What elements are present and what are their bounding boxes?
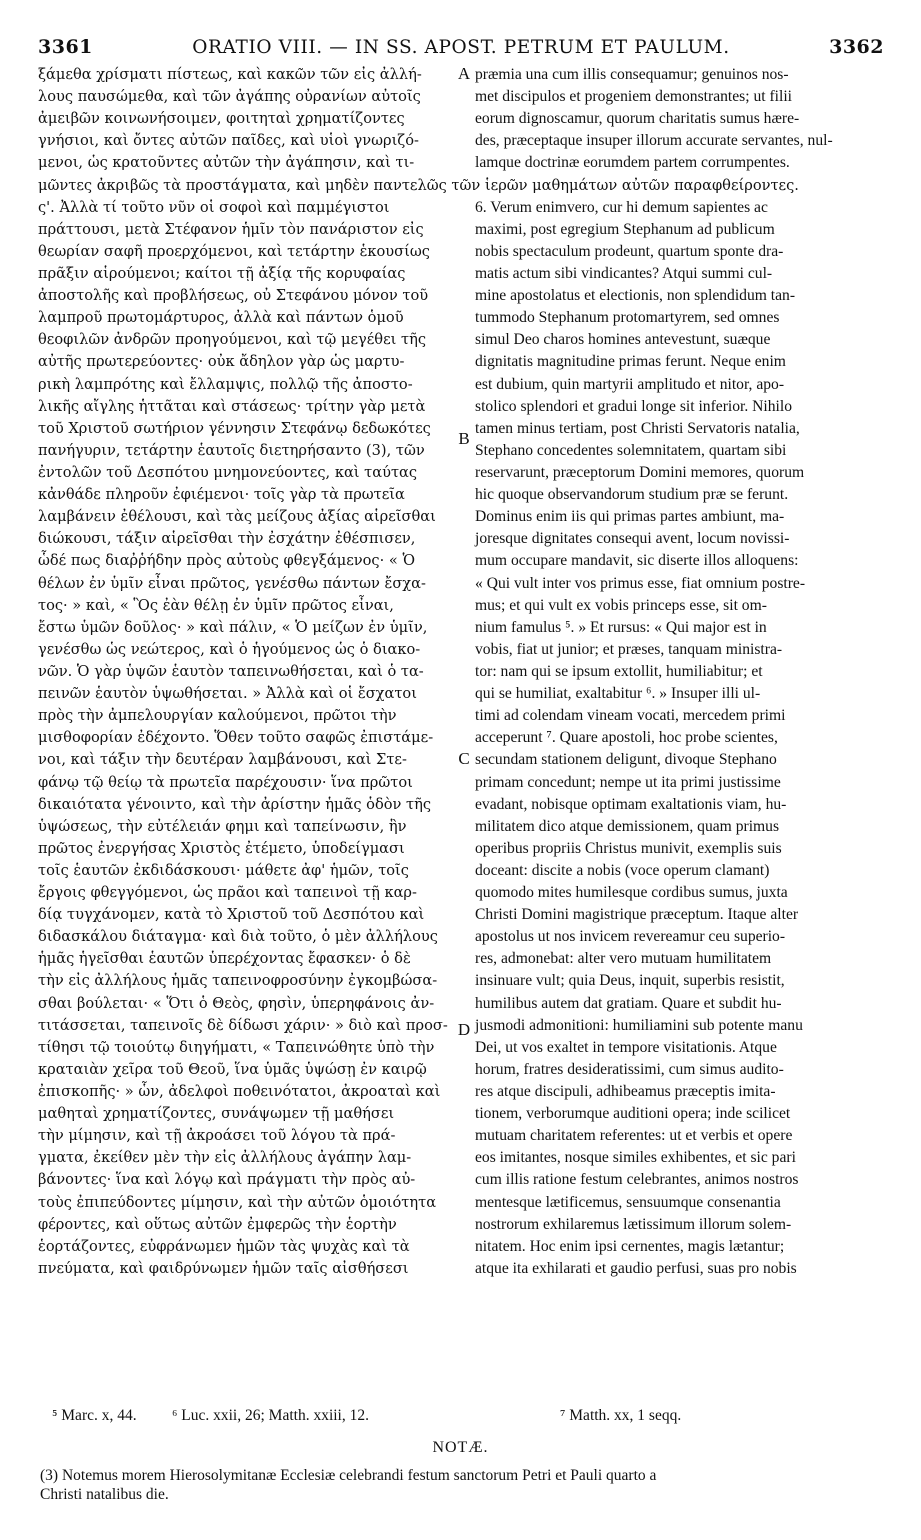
greek-text-line: ξάμεθα χρίσματι πίστεως, καὶ κακῶν τῶν εἰς ἀλλή- [38,66,422,83]
greek-text-line: κραταιὰν χεῖρα τοῦ Θεοῦ, ἵνα ὑμᾶς ὑψώσῃ ἐν καιρῷ [38,1060,427,1078]
greek-text-line: θεωρίαν σαφῆ προερχόμενοι, καὶ τετάρτην ἑκουσίως [38,242,430,260]
latin-text-line: tionem, verborumque auditioni opera; inde scilicet [475,1105,791,1123]
latin-text-line: tor: nam qui se ipsum extollit, humiliabitur; et [475,662,763,680]
greek-text-line: γματα, ἐκείθεν μὲν τὴν εἰς ἀλλήλους ἀγάπην λαμ- [38,1149,412,1167]
latin-text-line: Dei, ut vos exaltet in tempore visitationis. Atque [475,1038,777,1056]
latin-text-line: tummodo Stephanum protomartyrem, sed omnes [475,309,780,327]
column-marker-d: D [457,1020,471,1039]
latin-text-line: maximi, post egregium Stephanum ad publicum [475,220,775,238]
greek-text-line: δίᾳ τυγχάνομεν, κατὰ τὸ Χριστοῦ τοῦ Δεσπότου καὶ [38,906,425,924]
greek-text-line: πράττουσι, μετὰ Στέφανον ἡμῖν τὸν πανάριστον εἰς [38,220,424,238]
latin-text-line: nium famulus ⁵. » Et rursus: « Qui major est in [475,618,767,636]
latin-text-line: apostolus ut nos invicem revereamur ceu superio- [475,928,786,946]
latin-text-line [475,175,893,197]
latin-text-line: nitatem. Hoc enim ipsi cernentes, magis lætantur; [475,1237,785,1255]
greek-text-line: τος· » καὶ, « Ὃς ἐὰν θέλῃ ἐν ὑμῖν πρῶτος εἶναι, [38,596,394,614]
greek-text-line: τὴν εἰς ἀλλήλους ἡμᾶς ταπεινοφροσύνην ἐγκομβώσα- [38,972,438,990]
greek-text-line: μισθοφορίαν ἐδέχοντο. Ὅθεν τοῦτο σαφῶς ἐπιστάμε- [38,729,434,747]
latin-text-line: mus; et qui vult ex vobis princeps esse, sit om- [475,596,767,614]
footnote-6: ⁶ Luc. xxii, 26; Matth. xxiii, 12. [172,1407,369,1424]
greek-text-line: τοὺς ἐπιπεύδοντες μίμησιν, καὶ τὴν αὐτῶν ὁμοιότητα [38,1193,437,1211]
latin-text-line: simul Deo charos homines antevestunt, suæque [475,331,771,349]
latin-text-line: stolico splendori et gradui longe sit inferior. Nihilo [475,397,793,415]
greek-text-line: ς'. Ἀλλὰ τί τοῦτο νῦν οἱ σοφοὶ καὶ παμμέγιστοι [38,198,390,216]
greek-text-line: ρικὴ λαμπρότης καὶ ἔλλαμψις, πολλῷ τῆς ἀποστο- [38,375,413,393]
greek-text-line: τοῖς ἑαυτῶν ἐκδιδάσκουσι· μάθετε ἀφ' ἡμῶν, τοῖς [38,861,409,879]
greek-text-line: πρῶτος ἐνεργήσας Χριστὸς ἐτέμετο, ὑποδείγμασι [38,839,405,857]
greek-text-line: κἀνθάδε πληροῦν ἐφιέμενοι· τοῖς γὰρ τὰ πρωτεῖα [38,486,405,504]
latin-text-line: joresque dignitates consequi avent, locum novissi- [475,530,790,548]
greek-text-line: φέροντες, καὶ οὕτως αὐτῶν ἐμφερῶς τὴν ἑορτὴν [38,1215,397,1233]
greek-text-line: ἐπισκοπῆς· » ὧν, ἀδελφοὶ ποθεινότατοι, ἀκροαταὶ καὶ [38,1083,441,1101]
greek-text-line: γνήσιοι, καὶ ὄντες αὐτῶν παῖδες, καὶ υἱοὶ γνωριζό- [38,132,419,150]
latin-text-line: res atque discipuli, adhibeamus præceptis imita- [475,1083,776,1101]
latin-text-line: dignitatis magnitudine primas ferunt. Neque enim [475,353,786,371]
latin-text-line: tamen minus tertiam, post Christi Servatoris natalia, [475,419,800,437]
latin-text-line: 6. Verum enimvero, cur hi demum sapientes ac [475,198,768,216]
greek-text-line: λαμβάνειν ἐθέλουσι, καὶ τὰς μείζους ἀξίας αἱρεῖσθαι [38,508,436,526]
greek-text-line: ἡμᾶς ἡγεῖσθαι ἑαυτῶν ὑπερέχοντας ἔφασκεν· ὁ δὲ [38,950,411,968]
latin-text-line: qui se humiliat, exaltabitur ⁶. » Insuper illi ul- [475,685,761,703]
latin-text-line: des, præceptaque insuper illorum accurate servantes, nul- [475,132,833,150]
latin-text-line: Christi Domini magistrique præceptum. Itaque alter [475,906,799,924]
column-marker-a: A [457,64,471,83]
latin-text-line: atque ita exhilarati et gaudio perfusi, suas pro nobis [475,1259,797,1277]
latin-text-line: eorum dignoscamur, quorum charitatis sumus hære- [475,110,800,128]
latin-text-line: hic quoque observandorum studium præ se ferunt. [475,486,789,504]
greek-text-line: μῶντες ἀκριβῶς τὰ προστάγματα, καὶ μηδὲν παντελῶς τῶν ἱερῶν μαθημάτων αὐτῶν παραφθείροντες. [38,176,799,194]
greek-text-line: διώκουσι, τάξιν αἱρεῖσθαι τὴν ἐσχάτην ἐθέσπισεν, [38,530,416,548]
greek-text-line: τοῦ Χριστοῦ σωτήριον γέννησιν Στεφάνῳ δεδωκότες [38,419,431,437]
latin-text-line: mentesque lætificemus, sensuumque consenantia [475,1193,781,1211]
note-text-line: Christi natalibus die. [40,1486,169,1503]
latin-text-line: mum occupare mandavit, sic diserte illos alloquens: [475,552,799,570]
latin-text-line: evadant, nobisque optimam exaltationis viam, hu- [475,795,787,813]
greek-text-line: διδασκάλου διάταγμα· καὶ διὰ τοῦτο, ὁ μὲν ἀλλήλους [38,928,438,946]
greek-text-line: ἔστω ὑμῶν δοῦλος· » καὶ πάλιν, « Ὁ μείζων ἐν ὑμῖν, [38,618,428,636]
greek-text-line: βάνοντες· ἵνα καὶ λόγῳ καὶ πράγματι τὴν πρὸς αὐ- [38,1171,416,1189]
greek-text-line: πεινῶν ἑαυτὸν ὑψωθήσεται. » Ἀλλὰ καὶ οἱ ἔσχατοι [38,685,417,703]
greek-text-line: τὴν μίμησιν, καὶ τῇ ἀκροάσει τοῦ λόγου τὰ πρά- [38,1127,396,1145]
latin-text-line: operibus propriis Christus munivit, exemplis suis [475,839,782,857]
latin-text-line: jusmodi admonitioni: humiliamini sub potente manu [475,1016,803,1034]
greek-text-line: πνεύματα, καὶ φαιδρύνωμεν ἡμῶν ταῖς αἰσθήσεσι [38,1259,409,1277]
notes-heading: NOTÆ. [432,1439,489,1456]
latin-text-line: præmia una cum illis consequamur; genuinos nos- [475,66,789,83]
greek-text-line: γενέσθω ὡς νεώτερος, καὶ ὁ ἡγούμενος ὡς ὁ διακο- [38,640,421,658]
latin-text-line: quomodo mites humilesque cordibus sumus, juxta [475,884,788,902]
latin-text-line: vobis, fiat ut junior; et præses, tanquam ministra- [475,640,783,658]
page-number-left: 3361 [38,36,93,58]
greek-text-line: θέλων ἐν ὑμῖν εἶναι πρῶτος, γενέσθω πάντων ἔσχα- [38,574,426,592]
latin-text-line: nostrorum exhilaremus lætissimum illorum solem- [475,1215,792,1233]
latin-text-line: primam concedunt; nempe ut ita primi justissime [475,773,781,791]
latin-text-line: cum illis ratione festum celebrantes, animos nostros [475,1171,799,1189]
latin-text-line: met discipulos et progeniem demonstrantes; ut filii [475,88,793,106]
latin-text-line: est dubium, quin martyrii amplitudo et nitor, apo- [475,375,785,393]
latin-text-line: mine apostolatus et electionis, non splendidum tan- [475,287,796,305]
greek-text-line: μενοι, ὡς κρατοῦντες αὐτῶν τὴν ἀγάπησιν, καὶ τι- [38,154,415,172]
latin-text-column [475,64,893,1280]
greek-text-line: λικῆς αἴγλης ἡττᾶται καὶ στάσεως· τρίτην γὰρ μετὰ [38,397,426,415]
latin-text-line: horum, fratres desideratissimi, cum simus audito- [475,1060,784,1078]
greek-text-line: ἀποστολῆς καὶ προβλήσεως, οὐ Στεφάνου μόνον τοῦ [38,287,429,305]
greek-text-line: δικαιότατα γένοιντο, καὶ τὴν ἀρίστην ἡμᾶς ὁδὸν τῆς [38,795,432,813]
greek-text-line: αὐτῆς πρωτερεύοντες· οὐκ ἄδηλον γὰρ ὡς μαρτυ- [38,353,405,371]
latin-text-line: matis actum sibi vindicantes? Atqui summi cul- [475,264,773,282]
latin-text-line: reservarunt, præceptorum Domini memores, quorum [475,463,805,481]
greek-text-line: πρᾶξιν αἱρούμενοι; καίτοι τῇ ἀξίᾳ τῆς κορυφαίας [38,264,406,282]
greek-text-line: μαθηταὶ χρηματίζοντες, συνάψωμεν τῇ μαθήσει [38,1105,395,1123]
greek-text-line: τίθησι τῷ τοιούτῳ διηγήματι, « Ταπεινώθητε ὑπὸ τὴν [38,1038,435,1056]
footnote-5: ⁵ Marc. x, 44. [52,1407,137,1424]
running-title: ORATIO VIII. — IN SS. APOST. PETRUM ET PAULUM. [192,37,730,58]
greek-text-line: πανήγυριν, τετάρτην ἑαυτοῖς διετηρήσαντο (3), τῶν [38,441,425,459]
page-header [38,36,884,60]
latin-text-line: res, admonebat: alter vero mutuam humilitatem [475,950,772,968]
latin-text-line: nobis spectaculum prodeunt, quartum sponte dra- [475,242,784,260]
column-marker-c: C [458,749,470,768]
notes-body [40,1466,886,1504]
latin-text-line: doceant: discite a nobis (voce operum clamant) [475,861,770,879]
greek-text-line: ἀμειβῶν κοινωνήσοιμεν, φοιτηταὶ χρηματίζοντες [38,110,405,128]
latin-text-line: secundam stationem deligunt, divoque Stephano [475,751,777,769]
greek-text-line: λαμπροῦ πρωτομάρτυρος, ἀλλὰ καὶ πάντων ὁμοῦ [38,309,404,327]
column-marker-b: B [458,429,470,448]
latin-text-line: Dominus enim iis qui primas partes ambiunt, ma- [475,508,785,526]
greek-text-line: ὑψώσεως, τὴν εὐτέλειάν φημι καὶ ταπείνωσιν, ἣν [38,817,407,835]
latin-text-line: lamque doctrinæ eorumdem partem corrumpentes. [475,154,790,172]
greek-text-line: σθαι βούλεται· « Ὅτι ὁ Θεὸς, φησὶν, ὑπερηφάνοις ἀν- [38,994,435,1012]
greek-text-line: ὧδέ πως διαῤῥήδην πρὸς αὐτοὺς φθεγξάμενος· « Ὁ [38,552,415,570]
latin-text-line: mutuam charitatem referentes: ut et verbis et opere [475,1127,793,1145]
greek-text-line: θεοφιλῶν ἀνδρῶν προηγούμενοι, καὶ τῷ μεγέθει τῆς [38,331,426,349]
greek-text-line: πρὸς τὴν ἀμπελουργίαν καλούμενοι, πρῶτοι τὴν [38,707,397,725]
latin-text-line: « Qui vult inter vos primus esse, fiat omnium postre- [475,574,806,592]
greek-text-line: τιτάσσεται, ταπεινοῖς δὲ δίδωσι χάριν· » διὸ καὶ προσ- [38,1016,448,1034]
greek-text-line: φάνῳ τῷ θείῳ τὰ πρωτεῖα παρέχουσιν· ἵνα πρῶτοι [38,773,413,791]
page-number-right: 3362 [829,36,884,58]
latin-text-line: Stephano concedentes solemnitatem, quartam sibi [475,441,787,459]
greek-text-line: νῶν. Ὁ γὰρ ὑψῶν ἑαυτὸν ταπεινωθήσεται, καὶ ὁ τα- [38,662,424,680]
greek-text-line: νοι, καὶ τάξιν τὴν δευτέραν λαμβάνουσι, καὶ Στε- [38,751,407,769]
greek-text-line: ἔργοις φθεγγόμενοι, ὡς πρᾶοι καὶ ταπεινοὶ τῇ καρ- [38,884,417,902]
greek-text-line: λους παυσώμεθα, καὶ τῶν ἀγάπης οὐρανίων αὐτοῖς [38,88,421,106]
footnote-7: ⁷ Matth. xx, 1 seqq. [560,1407,682,1424]
latin-text-line: militatem dico atque demissionem, quam primus [475,817,780,835]
latin-text-line: timi ad colendam vineam vocati, mercedem primi [475,707,786,725]
latin-text-line: eos imitantes, nosque similes exhibentes, et sic pari [475,1149,796,1167]
latin-text-line: acceperunt ⁷. Quare apostoli, hoc probe scientes, [475,729,778,747]
latin-text-line: humilibus autem dat gratiam. Quare et subdit hu- [475,994,782,1012]
note-text-line: (3) Notemus morem Hierosolymitanæ Ecclesiæ celebrandi festum sanctorum Petri et Pauli quarto a [40,1467,657,1484]
latin-text-line: insinuare vult; quia Deus, inquit, superbis resistit, [475,972,785,990]
greek-text-line: ἑορτάζοντες, εὐφράνωμεν ἡμῶν τὰς ψυχὰς καὶ τὰ [38,1237,410,1255]
greek-text-line: ἐντολῶν τοῦ Δεσπότου μνημονεύοντες, καὶ ταύτας [38,463,418,481]
